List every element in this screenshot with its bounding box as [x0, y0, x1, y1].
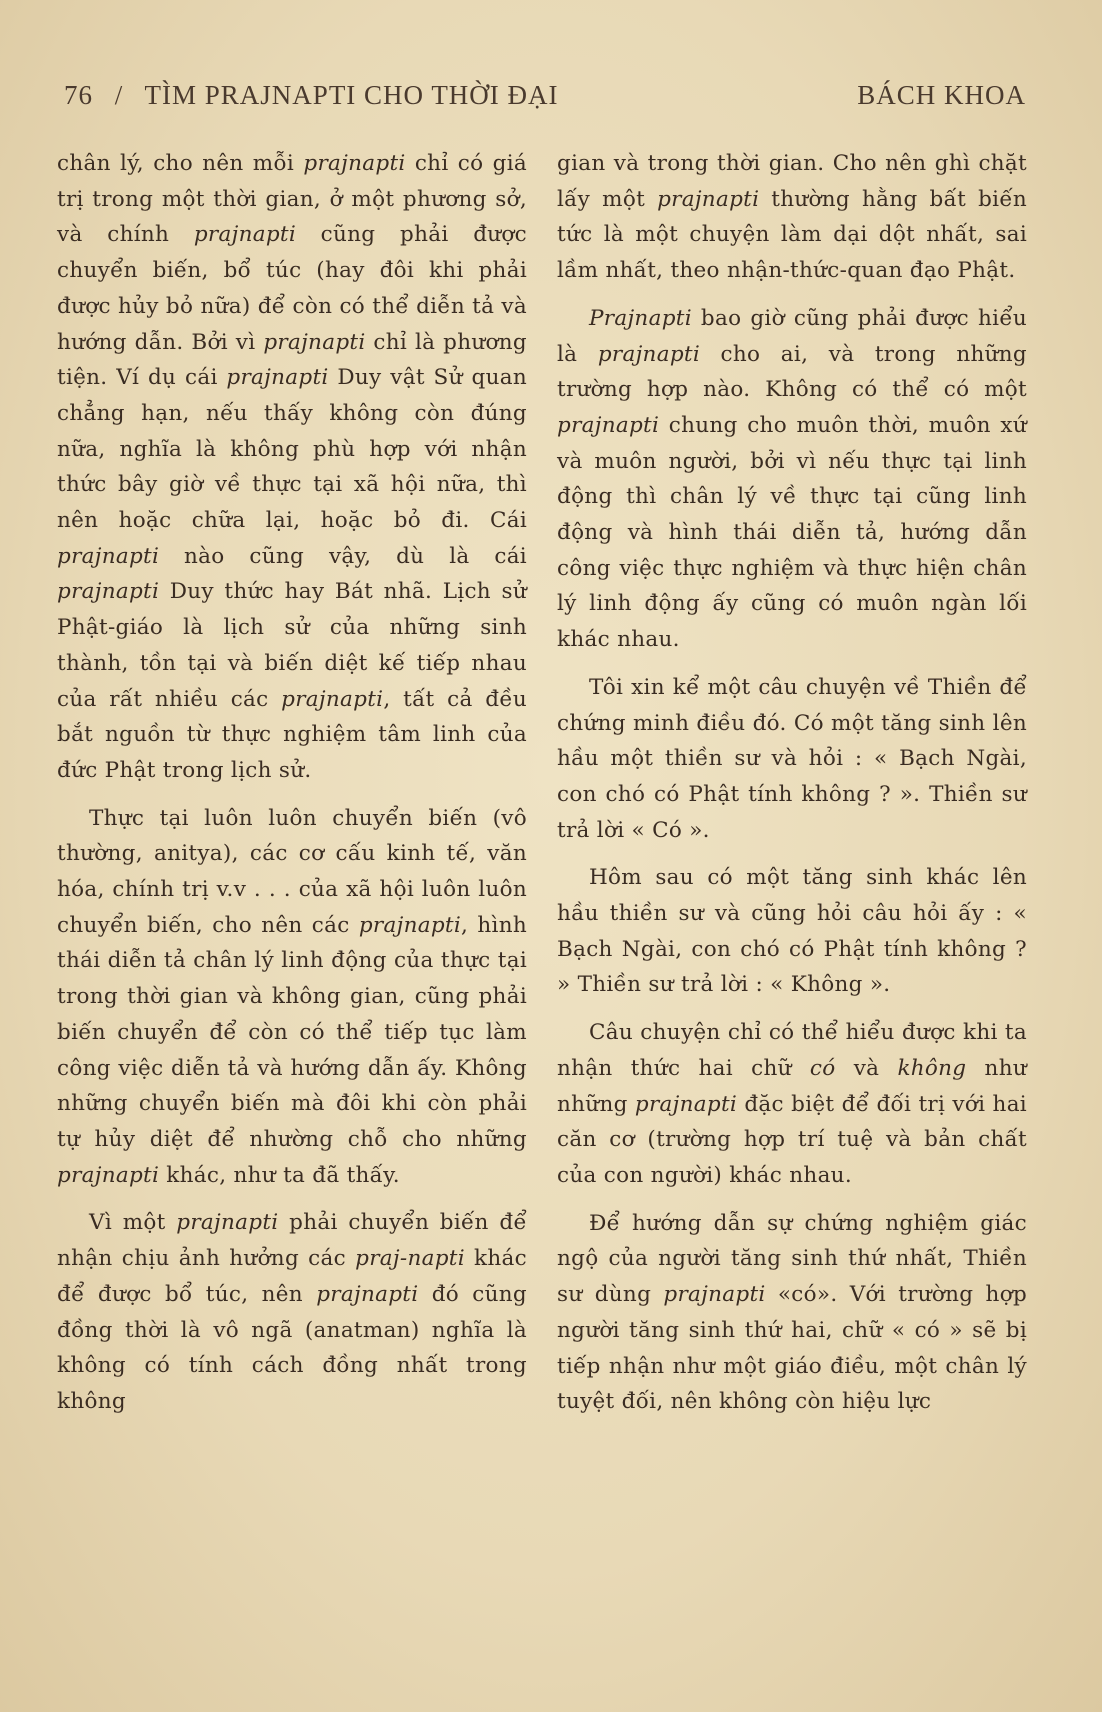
italic-term: không [897, 1055, 967, 1081]
text-run: chung cho muôn thời, muôn xứ và muôn người, bởi vì nếu thực tại linh động thì chân lý về thực tại cũng linh động và hình thái diễn tả, hướng dẫn công việc thực nghiệm và thực hiện chân lý linh động ấy cũng có muôn ngàn lối khác nhau. [557, 412, 1027, 653]
header-left [64, 80, 559, 111]
paragraph [557, 146, 1027, 289]
text-run: , hình thái diễn tả chân lý linh động của thực tại trong thời gian và không gian, cũng phải biến chuyển để còn có thể tiếp tục làm công việc diễn tả và hướng dẫn ấy. Không những chuyển biến mà đôi khi còn phải tự hủy diệt để nhường chỗ cho những [57, 912, 528, 1152]
text-run: bao giờ cũng phải được hiểu là [557, 305, 1027, 367]
text-run: cũng phải được chuyển biến, bổ túc (hay đôi khi phải được hủy bỏ nữa) để còn có thể diễn tả và hướng dẫn. Bởi vì [57, 222, 527, 355]
paragraph [57, 1205, 527, 1419]
italic-term: prajnapti [634, 1091, 738, 1117]
italic-term: prajnapti [663, 1282, 766, 1308]
paragraph [557, 1206, 1027, 1420]
page-number: 76 [64, 80, 93, 110]
text-run: Duy vật Sử quan chẳng hạn, nếu thấy không còn đúng nữa, nghĩa là không phù hợp với nhận thức bây giờ về thực tại xã hội nữa, thì nên hoặc chữa lại, hoặc bỏ đi. Cái [57, 365, 527, 534]
italic-term: prajnapti [226, 365, 329, 391]
text-run: nào cũng vậy, dù là cái [159, 543, 527, 569]
italic-term: prajnapti [557, 412, 660, 438]
text-run: Để hướng dẫn sự chứng nghiệm giác ngộ của người tăng sinh thứ nhất, Thiền sư dùng [557, 1210, 1027, 1308]
italic-term: prajnapti [657, 186, 760, 212]
text-run: , tất cả đều bắt nguồn từ thực nghiệm tâm linh của đức Phật trong lịch sử. [57, 686, 527, 783]
paragraph [557, 301, 1027, 658]
text-run: cho ai, và trong những trường hợp nào. Không có thể có một [557, 341, 1027, 403]
italic-term: prajnapti [316, 1281, 419, 1307]
text-run: Tôi xin kể một câu chuyện về Thiền để chứng minh điều đó. Có một tăng sinh lên hầu một thiền sư và hỏi : « Bạch Ngài, con chó có Phật tính không ? ». Thiền sư trả lời « Có ». [557, 674, 1027, 843]
text-run: Vì một [89, 1210, 177, 1236]
text-run: phải chuyển biến để nhận chịu ảnh hưởng các [57, 1210, 527, 1272]
italic-term: prajnapti [57, 1162, 160, 1188]
italic-term: Prajnapti [589, 305, 692, 331]
italic-term: prajnapti [597, 341, 700, 367]
text-columns [57, 146, 1027, 1420]
paragraph [57, 146, 527, 789]
italic-term: prajnapti [303, 151, 406, 176]
italic-term: prajnapti [263, 329, 366, 355]
italic-term: prajnapti [358, 912, 462, 938]
text-run: Câu chuyện chỉ có thể hiểu được khi ta nhận thức hai chữ [557, 1020, 1027, 1081]
text-run: thường hằng bất biến tức là một chuyện làm dại dột nhất, sai lầm nhất, theo nhận-thức-quan đạo Phật. [557, 186, 1027, 284]
paragraph [557, 670, 1027, 849]
italic-term: prajnapti [193, 222, 297, 248]
italic-term: prajnapti [176, 1210, 279, 1236]
left-column [57, 146, 527, 1420]
text-run: Duy thức hay Bát nhã. Lịch sử Phật-giáo là lịch sử của những sinh thành, tồn tại và biến diệt kế tiếp nhau của rất nhiều các [57, 579, 527, 712]
text-run: chỉ là phương tiện. Ví dụ cái [57, 329, 527, 391]
article-title: TÌM PRAJNAPTI CHO THỜI ĐẠI [144, 80, 559, 110]
right-column [557, 146, 1027, 1420]
text-run: chân lý, cho nên mỗi [57, 151, 304, 176]
text-run: như những [557, 1055, 1027, 1117]
text-run: gian và trong thời gian. Cho nên ghì chặt lấy một [557, 151, 1027, 212]
text-run: khác, như ta đã thấy. [159, 1162, 400, 1188]
text-run: và [835, 1055, 898, 1081]
text-run: «có». Với trường hợp người tăng sinh thứ hai, chữ « có » sẽ bị tiếp nhận như một giáo điều, một chân lý tuyệt đối, nên không còn hiệu lực [557, 1282, 1028, 1415]
paragraph [57, 801, 527, 1194]
italic-term: có [809, 1055, 836, 1081]
italic-term: prajnapti [281, 686, 384, 712]
magazine-name: BÁCH KHOA [857, 80, 1026, 110]
paragraph [557, 1015, 1027, 1194]
italic-term: prajnapti [57, 543, 160, 569]
text-run: chỉ có giá trị trong một thời gian, ở một phương sở, và chính [57, 151, 527, 248]
paragraph [557, 860, 1027, 1003]
running-header [64, 80, 1026, 120]
italic-term: prajnapti [57, 579, 160, 605]
header-separator: / [114, 80, 124, 110]
text-run: khác để được bổ túc, nên [57, 1246, 527, 1307]
text-run: đặc biệt để đối trị với hai căn cơ (trường hợp trí tuệ và bản chất của con người) khác nhau. [557, 1091, 1027, 1188]
text-run: Thực tại luôn luôn chuyển biến (vô thường, anitya), các cơ cấu kinh tế, văn hóa, chính trị v.v . . . của xã hội luôn luôn chuyển biến, cho nên các [57, 805, 527, 938]
text-run: Hôm sau có một tăng sinh khác lên hầu thiền sư và cũng hỏi câu hỏi ấy : « Bạch Ngài, con chó có Phật tính không ? » Thiền sư trả lời : « Không ». [557, 865, 1027, 998]
italic-term: praj-napti [355, 1246, 465, 1272]
text-run: đó cũng đồng thời là vô ngã (anatman) nghĩa là không có tính cách đồng nhất trong không [57, 1281, 527, 1414]
